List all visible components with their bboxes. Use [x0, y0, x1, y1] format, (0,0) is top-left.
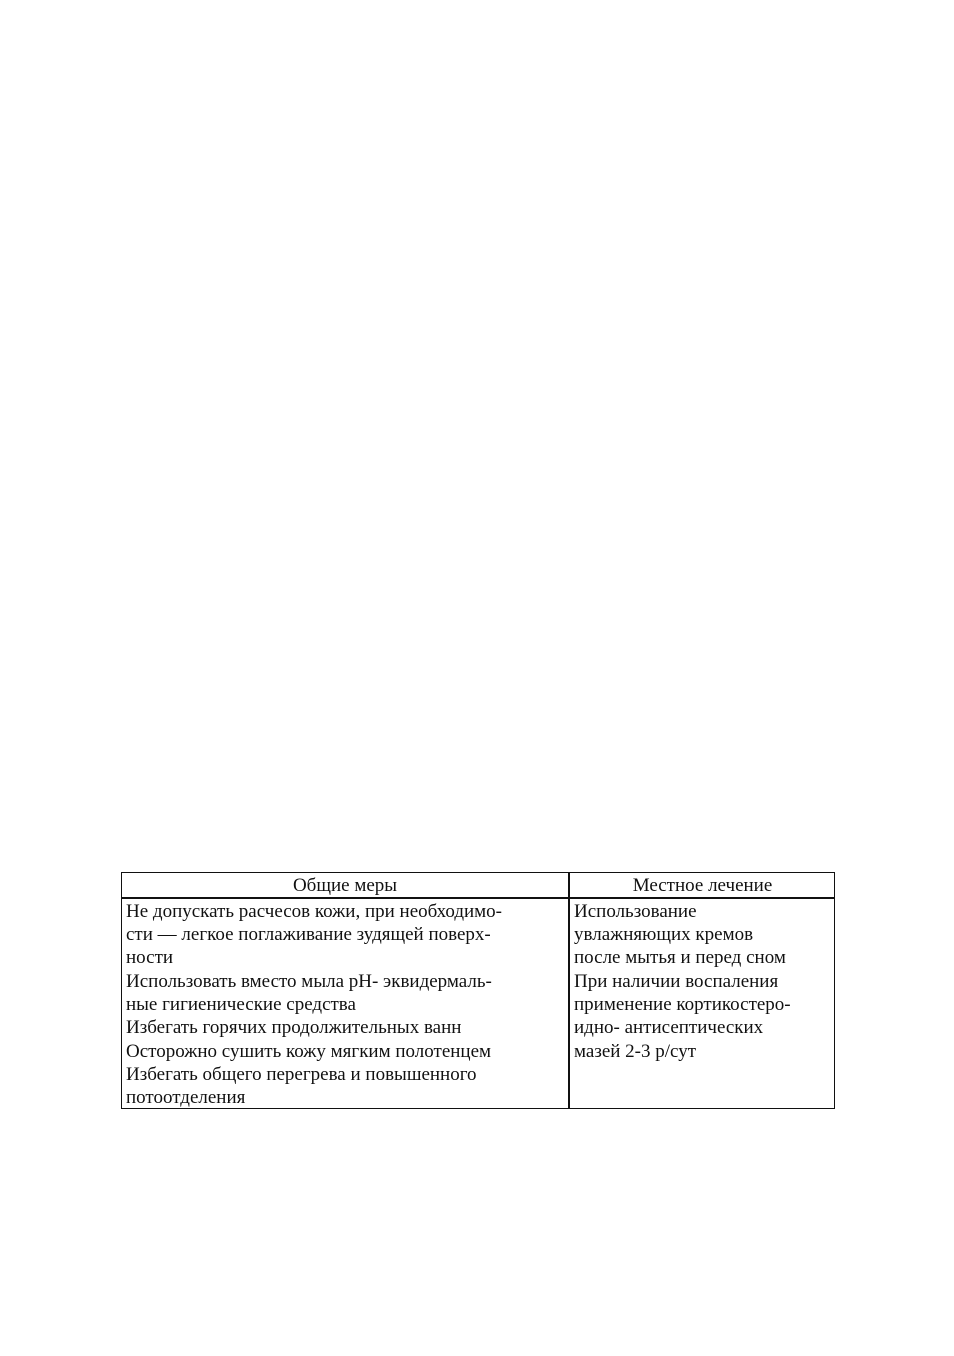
header-divider [122, 897, 834, 899]
local-line: мазей 2-3 р/сут [574, 1041, 697, 1062]
treatment-table [121, 872, 835, 1109]
general-line: потоотделения [126, 1087, 246, 1108]
local-line: после мытья и перед сном [574, 947, 786, 968]
general-line: ности [126, 947, 174, 968]
general-line: Избегать горячих продолжительных ванн [126, 1017, 462, 1038]
general-line: ные гигиенические средства [126, 994, 356, 1015]
header-general-measures: Общие меры [292, 875, 398, 896]
header-local-treatment: Местное лечение [632, 875, 773, 896]
general-line: сти — легкое поглаживание зудящей поверх- [126, 924, 491, 945]
local-line: идно- антисептических [574, 1017, 764, 1038]
general-line: Осторожно сушить кожу мягким полотенцем [126, 1041, 492, 1062]
column-divider [568, 873, 570, 1108]
general-line: Не допускать расчесов кожи, при необходимо- [126, 901, 503, 922]
local-line: применение кортикостеро- [574, 994, 791, 1015]
local-line: При наличии воспаления [574, 971, 779, 992]
local-line: Использование [574, 901, 697, 922]
general-line: Использовать вместо мыла рН- эквидермаль- [126, 971, 492, 992]
local-line: увлажняющих кремов [574, 924, 754, 945]
general-line: Избегать общего перегрева и повышенного [126, 1064, 477, 1085]
